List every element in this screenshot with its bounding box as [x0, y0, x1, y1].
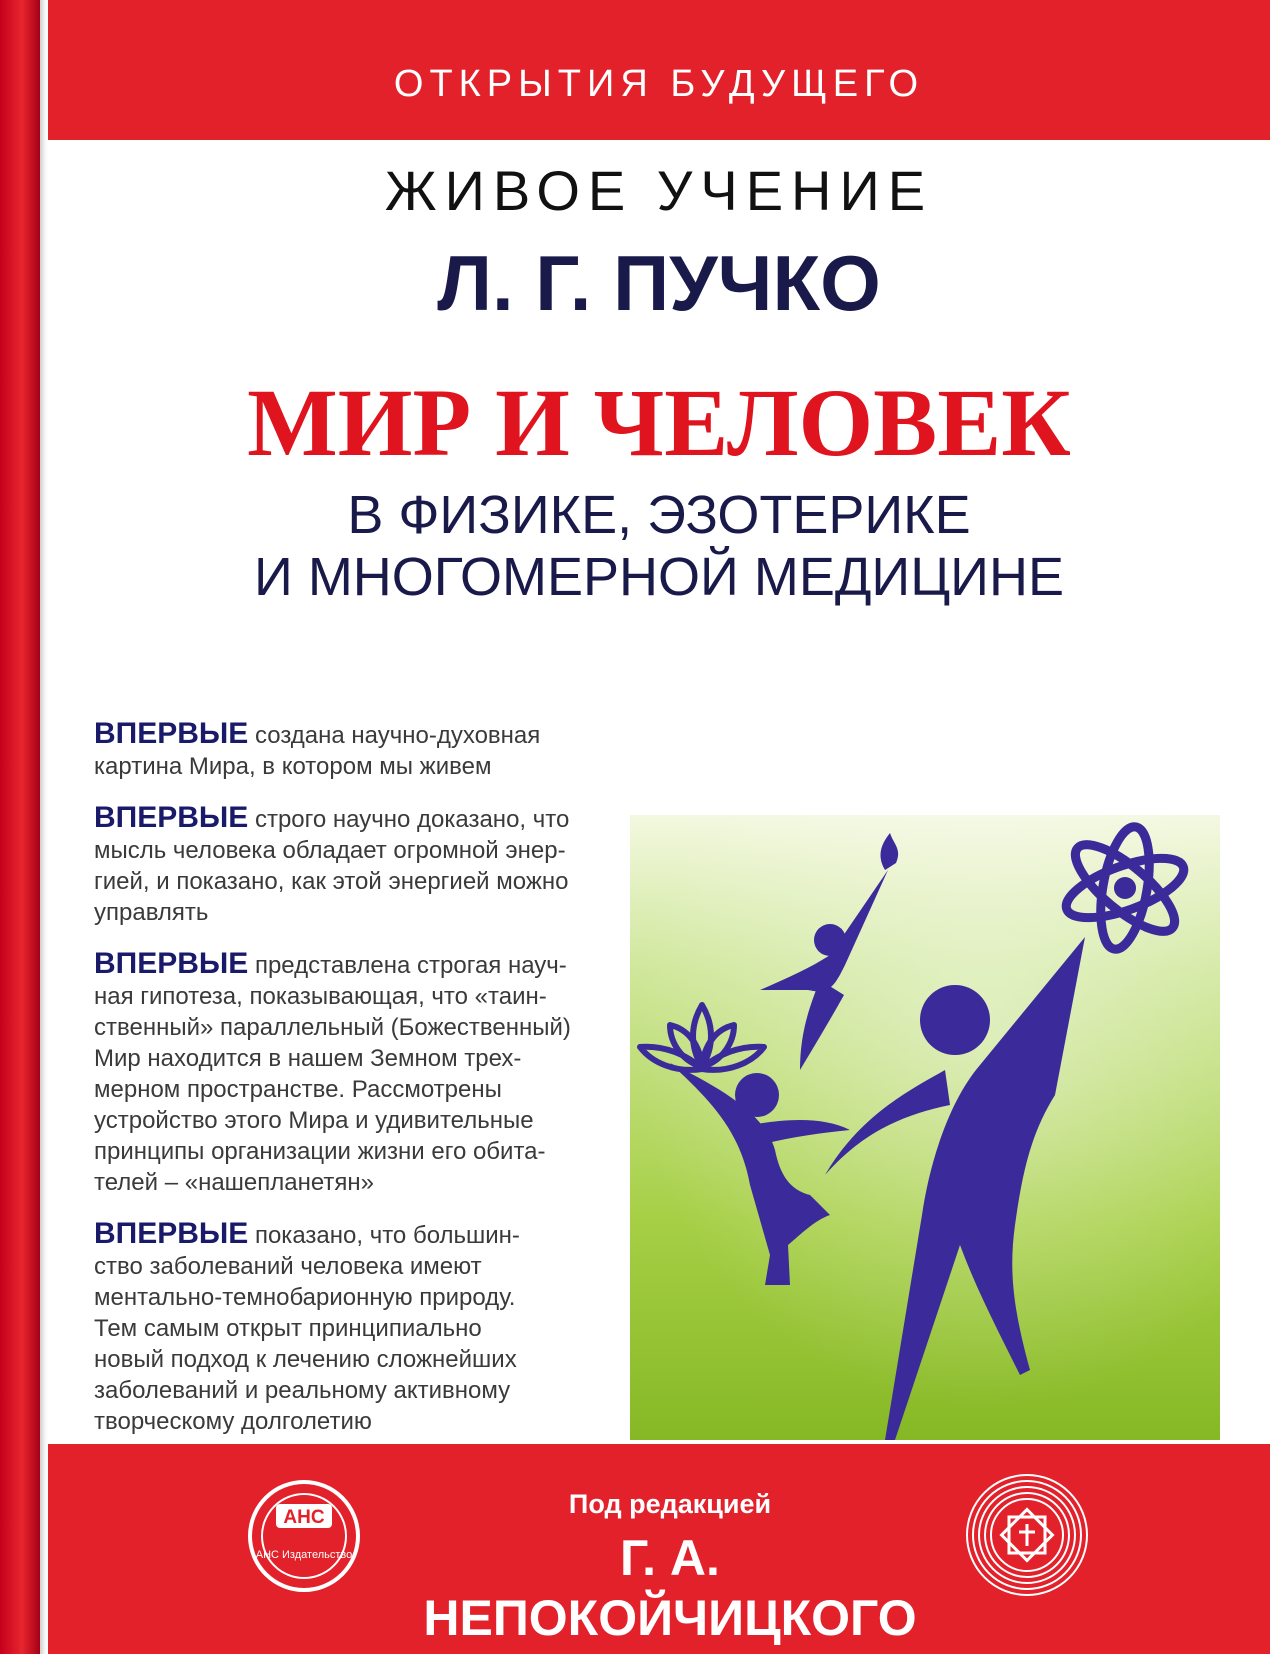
book-subtitle: [48, 484, 1270, 608]
feature-keyword: ВПЕРВЫЕ: [94, 801, 249, 834]
publisher-logo: [246, 1478, 362, 1594]
author-name: Л. Г. ПУЧКО: [437, 239, 881, 327]
subtitle-line-2: И МНОГОМЕРНОЙ МЕДИЦИНЕ: [254, 547, 1064, 607]
series-title: ЖИВОЕ УЧЕНИЕ: [384, 159, 934, 222]
sacred-geometry-icon: [964, 1472, 1090, 1598]
editor-label: Под редакцией: [568, 1489, 772, 1519]
feature-item: ВПЕРВЫЕ создана научно-духовная картина Мира, в котором мы живем: [94, 717, 541, 780]
feature-item: ВПЕРВЫЕ показано, что большин- ство заболеваний человека имеют ментально-темнобарионную природу. Тем самым открыт принципиально новый подход к лечению сложнейших заболеваний и реальному активному творческому долголетию: [94, 1217, 520, 1435]
editor-name: Г. А. НЕПОКОЙЧИЦКОГО: [423, 1530, 917, 1646]
spine-seam: [40, 0, 48, 1654]
book-spine: [0, 0, 40, 1654]
subtitle-line-1: В ФИЗИКЕ, ЭЗОТЕРИКЕ: [347, 485, 971, 545]
feature-keyword: ВПЕРВЫЕ: [94, 717, 249, 750]
publisher-logo-top: АНС: [283, 1507, 325, 1528]
feature-item: ВПЕРВЫЕ строго научно доказано, что мысль человека обладает огромной энер- гией, и показано, как этой энергией можно управлять: [94, 801, 570, 926]
series-name: ОТКРЫТИЯ БУДУЩЕГО: [393, 63, 925, 105]
feature-item: ВПЕРВЫЕ представлена строгая науч- ная гипотеза, показывающая, что «таин- ственный» параллельный (Божественный) Мир находится в нашем Земном трех- мерном пространстве. Рассмотрены устройство этого Мира и удивительные принципы организации жизни его обита- телей – «нашепланетян»: [94, 947, 571, 1196]
publisher-logo-ring: АНС Издательство: [255, 1549, 353, 1561]
feature-list: [94, 718, 634, 1457]
cover-illustration: [630, 815, 1220, 1440]
book-title: МИР И ЧЕЛОВЕК: [247, 369, 1071, 476]
feature-keyword: ВПЕРВЫЕ: [94, 947, 249, 980]
feature-keyword: ВПЕРВЫЕ: [94, 1217, 249, 1250]
